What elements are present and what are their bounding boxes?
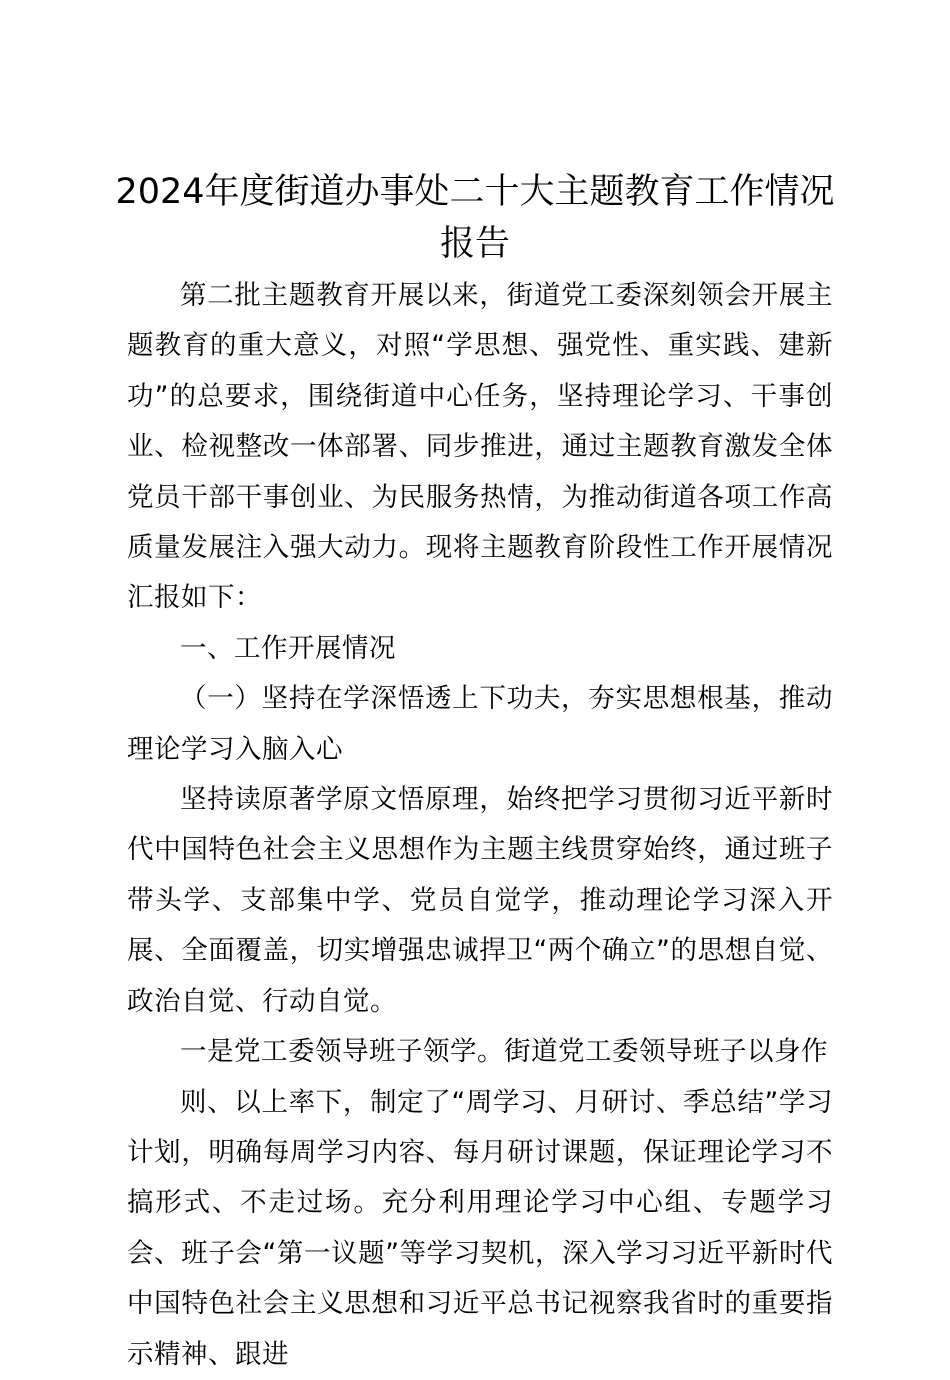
subsection-heading-1: （一）坚持在学深悟透上下功夫，夯实思想根基，推动理论学习入脑入心 <box>127 683 833 765</box>
paragraph-leadership: 一是党工委领导班子领学。街道党工委领导班子以身作 <box>180 1036 828 1068</box>
paragraph-study: 坚持读原著学原文悟原理，始终把学习贯彻习近平新时代中国特色社会主义思想作为主题主线贯穿始终，通过班子带头学、支部集中学、党员自觉学，推动理论学习深入开展、全面覆盖，切实增强忠诚捍卫“两个确立”的思想自觉、政治自觉、行动自觉。 <box>127 784 833 1017</box>
document-title: 2024年度街道办事处二十大主题教育工作情况报告 <box>115 172 835 264</box>
paragraph-plan: 则、以上率下，制定了“周学习、月研讨、季总结”学习计划，明确每周学习内容、每月研讨课题，保证理论学习不搞形式、不走过场。充分利用理论学习中心组、专题学习会、班子会“第一议题”等学习契机，深入学习习近平新时代中国特色社会主义思想和习近平总书记视察我省时的重要指示精神、跟进 <box>127 1086 833 1370</box>
document-body <box>127 271 833 1380</box>
paragraph-intro: 第二批主题教育开展以来，街道党工委深刻领会开展主题教育的重大意义，对照“学思想、强党性、重实践、建新功”的总要求，围绕街道中心任务，坚持理论学习、干事创业、检视整改一体部署、同步推进，通过主题教育激发全体党员干部干事创业、为民服务热情，为推动街道各项工作高质量发展注入强大动力。现将主题教育阶段性工作开展情况汇报如下： <box>127 280 833 614</box>
section-heading-1: 一、工作开展情况 <box>180 632 396 664</box>
